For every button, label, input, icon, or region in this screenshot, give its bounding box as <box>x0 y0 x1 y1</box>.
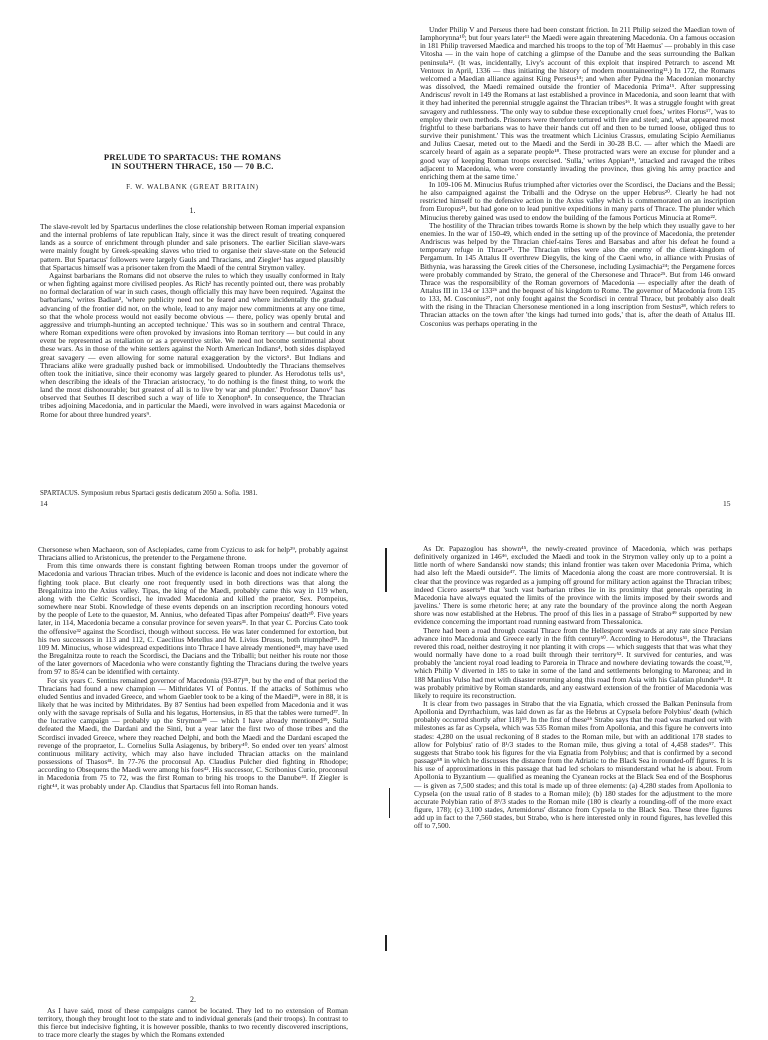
page-14 <box>0 0 384 512</box>
paragraph: In 109-106 M. Minucius Rufus triumphed after victories over the Scordisci, the Dacians and the Bessi; he also campaigned against the Triballi and the Odryse on the upper Hebrus²⁰. Clearly he had not restricted himself to the defensive action in the Axius valley which is commemorated on an inscription from Europus²¹, but had gone on to lead punitive expeditions in many parts of Thrace. The plunder which Minucius thereby gained was used to endow the building of the famous Porticus Minucia at Rome²². <box>420 179 735 222</box>
page-15-body <box>420 26 735 496</box>
paragraph: From this time onwards there is constant fighting between Roman troops under the governor of Macedonia and various Thracian tribes. Much of the evidence is laconic and does not indicate where the fighting took place. But clearly one root frequently used in both directions was that along the Bregalnitza into the Axius valley. Tipas, the king of the Maedi, probably came this way in 119 when, along with the Celtic Scordisci, he invaded Macedonia and killed the praetor, Sex. Pompeius, somewhere near Stobi. Knowledge of these events depends on an inscription recording honours voted by the people of Lete to the quaestor, M. Annius, who defeated Tipas after Pompeius' death³⁰. Five years later, in 114, Macedonia became a consular province for seven years³¹. In that year C. Porcius Cato took the offensive³² against the Scordisci, though without success. He was later condemned for extortion, but his two successors in 113 and 112, C. Caecilius Metellus and M. Livius Drusus, both triumphed³³. In 109 M. Minucius, whose widespread expeditions into Thrace I have already mentioned³⁴, may have used the Bregalnitza route to reach the Scordisci, the Dacians and the Triballi; but neither his route nor those of the later governors of Macedonia who were constantly fighting the Thracians during the twelve years from 97 to 85/4 can be identified with certainty. <box>38 561 348 677</box>
paragraph: The slave-revolt led by Spartacus underlines the close relationship between Roman imperial expansion and the internal problems of late republican Italy, since it was the direct result of treating conquered lands as a source of enrichment through plunder and sale prisoners. The earlier Sicilian slave-wars were mainly fought by Greek-speaking slaves who tried to organise their slave-state on the Seleucid pattern. But Spartacus' followers were largely Gauls and Thracians, and Ziegler¹ has argued plausibly that Spartacus himself was a prisoner taken from the Maedi of the central Strymon valley. <box>40 222 345 272</box>
scan-mark <box>385 935 387 951</box>
page-15 <box>384 0 768 512</box>
title-line-1: PRELUDE TO SPARTACUS: THE ROMANS <box>103 152 282 162</box>
paragraph: As I have said, most of these campaigns cannot be located. They led to no extension of Roman territory, though they brought loot to the state and to individual generals (and their troops). In contrast to this fierce but indecisive fighting, it is however possible, thanks to two recently discovered inscriptions, to trace more clearly the stages by which the Romans extended <box>38 1006 348 1040</box>
page-number: 14 <box>40 499 48 508</box>
scan-mark <box>389 788 390 818</box>
page-14-body <box>40 223 345 471</box>
paragraph: As Dr. Papazoglou has shown⁴⁵, the newly-created province of Macedonia, which was perhaps definitively organized in 146⁴⁶, excluded the Maedi and took in the Strymon valley only up to a point a little north of where Sandanski now stands; this inland frontier was taken over Macedonia Prima, which had also left the Maedi outside⁴⁷. The limits of Macedonia along the coast are more controversial. It is clear that the province was regarded as a jumping off ground for military action against the Thracian tribes; indeed Cicero asserts⁴⁸ that 'such vast barbarian tribes lie in its proximity that generals operating in Macedonia have always equated the limits of the province with the limits imposed by their swords and javelins.' There is some rhetoric here; at any rate the boundary of the province along the north Aegean shore was now established at the Hebrus. The proof of this lies in a passage of Strabo⁴⁹ supported by new evidence concerning the important road running eastward from Thessalonica. <box>414 544 732 627</box>
article-title <box>40 153 345 172</box>
paragraph: There had been a road through coastal Thrace from the Hellespont westwards at any rate since Persian advance into Macedonia and Greece early in the fifth century⁵⁰. According to Herodotus⁵¹, the Thracians revered this road, neither destroying it nor planting it with crops — which suggests that that was what they would normally have done to a road built through their territory⁵². It survived for centuries, and was probably the 'ancient royal road leading to Paroreia in Thrace and nowhere deviating towards the coast,'⁵³, which Philip V diverted in 185 to take in some of the land and settlements belonging to Maronea; and in 188 Manlius Vulso had met with disaster returning along this road from Asia with his Galatian plunder⁵⁴. It was probably primitive by Roman standards, and any eastward extension of the frontier of Macedonia was likely to require its reconstruction. <box>414 625 732 700</box>
page-16-body <box>38 546 348 991</box>
page-number: 15 <box>723 499 731 508</box>
page-16-section-body <box>38 1006 348 1040</box>
author-line: F. W. WALBANK (GREAT BRITAIN) <box>126 183 259 191</box>
page-17-body <box>414 545 732 1024</box>
paragraph: Against barbarians the Romans did not observe the rules to which they usually conformed in Italy or when fighting against more civilised peoples. As Rich² has recently pointed out, there was probably no formal declaration of war in such cases, though officially this may have been required. 'Against the barbarians,' writes Badian³, 'where publicity need not be feared and where incidentally the gradual advancing of the frontier did not, on the whole, lead to any major new commitments at any one time, so that the whole process would not easily become obvious — there, policy was openly brutal and aggressive and triumph-hunting an accepted technique.' This was so in southern and central Thrace, where Roman expeditions were often provoked by invasions into Roman territory — but could in any event be represented as retaliation or as a preventive strike. We need not become sentimental about these wars. As in those of the white settlers against the North American Indians⁴, both sides displayed great savagery — even allowing for some natural exaggeration by the victors⁵. But Indians and Thracians alike were gradually pushed back or immobilised. Undoubtedly the Thracians themselves often took the initiative, since their economy was largely geared to plunder. As Herodotus tells us⁶, when describing the ideals of the Thracian aristocracy, 'to do nothing is the finest thing, to work the land the most dishonourable; but greatest of all is to live by war and plunder.' Professor Danov⁷ has observed that Seuthes II described such a way of life to Xenophon⁸. In consequence, the Thracian tribes adjoining Macedonia, and in particular the Maedi, were involved in wars against Macedonia or Rome for about three hundred years⁹. <box>40 270 345 419</box>
page-16 <box>0 512 384 1040</box>
paragraph: Chersonese when Machaeon, son of Asclepiades, came from Cyzicus to ask for help²⁹, probably against Thracians allied to Aristonicus, the pretender to the Pergamene throne. <box>38 545 348 563</box>
paragraph: Under Philip V and Perseus there had been constant friction. In 211 Philip seized the Maedian town of Iamphorynna¹⁰; but four years later¹¹ the Maedi were again threatening Macedonia. On a famous occasion in 181 Philip traversed Maedica and marched his troops to the top of 'Mt Haemus' — probably in this case Vitosha — in the vain hope of catching a glimpse of the Danube and the seas surrounding the Balkan peninsula¹². (It was, incidentally, Livy's account of this exploit that inspired Petrarch to ascend Mt Ventoux in April, 1336 — thus initiating the history of modern mountaineering¹³.) In 172, the Romans welcomed a Maedian alliance against King Perseus¹⁴; and when after Pydna the Macedonian monarchy was dissolved, the Maedi remained outside the frontier of Macedonia Prima¹⁵. After suppressing Andriscus' revolt in 149 the Romans at last established a province in Macedonia, and soon learnt that with it they had inherited the perennial struggle against the Thracian tribes¹⁶. It was a struggle fought with great savagery and ruthlessness. 'The only way to subdue these exceptionally cruel foes,' writes Florus¹⁷, 'was to employ their own methods. Prisoners were therefore tortured with fire and steel; and, what appeared most frightful to these barbarians was to have their hands cut off and then to be turned loose, obliged thus to survive their punishment.' This was the treatment which Licinius Crassus, emulating Scipio Aemilianus and Julius Caesar, meted out to the Maedi and the Serdi in 30-28 B.C. — after which the Maedi are scarcely heard of again as a separate people¹⁸. These protracted wars were an excuse for plunder and a good way of keeping Roman troops exercised. 'Sulla,' writes Appian¹⁹, 'attacked and ravaged the tribes adjacent to Macedonia, who were constantly invading the province, thus giving his army practice and enriching them at the same time.' <box>420 25 735 181</box>
paragraph: It is clear from two passages in Strabo that the via Egnatia, which crossed the Balkan Peninsula from Apollonia and Dyrrhachium, was laid down as far as the Hebrus at Cypsela before Polybius' death (which probably occurred shortly after 118)⁵⁵. In the first of these⁵⁶ Strabo says that the road was marked out with milestones as far as Cypsela, which was 535 Roman miles from Apollonia, and this figure he converts into stades: 4,280 on the usual reckoning of 8 stades to the Roman mile, but with an additional 178 stades to allow for Polybius' ratio of 8¹/3 stades to the Roman mile, thus giving a total of 4,458 stades⁵⁷. This suggests that Strabo took his figures for the via Egnatia from Polybius; and that is confirmed by a second passage⁵⁸ in which he discusses the distance from the Adriatic to the Black Sea in rounded-off figures. It is his use of approximations in this passage that had led scholars to misunderstand what he is about. From Apollonia to Byzantium — qualified as meaning the Cyanean rocks at the Black Sea end of the Bosphorus — is given as 7,500 stades; and this total is made up of three elements: (a) 4,280 stades from Apollonia to Cypsela (on the usual ratio of 8 stades to a Roman mile); (b) 180 stades for the adjustment to the more accurate Polybian ratio of 8¹/3 stades to the Roman mile (180 is clearly a rounding-off of the more exact figure, 178); (c) 3,100 stades, Artemidorus' distance from Cypsela to the Black Sea. These three figures add up in fact to the 7,560 stades, but Strabo, who is here interested only in round figures, has levelled this off to 7,500. <box>414 698 732 831</box>
footer-citation: SPARTACUS. Symposium rebus Spartaci gestis dedicatum 2050 a. Sofia. 1981. <box>40 490 258 497</box>
section-number: 2. <box>190 995 196 1004</box>
paragraph: The hostility of the Thracian tribes towards Rome is shown by the help which they usually gave to her enemies. In the war of 150-49, which ended in the setting up of the province of Macedonia, the pretender Andriscus was helped by the Thracian chief-tains Teres and Barsabas and after his defeat he found a temporary refuge in Thrace²³. The Thracian tribes were also the enemy of the client-kingdom of Pergamum. In 145 Attalus II overthrew Diegylis, the king of the Caeni who, in alliance with Prusias of Bithynia, was harassing the Greek cities of the Chersonese, including Lysimachia²⁴; the Pergamene forces were probably commanded by Strato, the general of the Chersonese and Thrace²⁵. But from 146 onward Thrace was the responsibility of the Roman governors of Macedonia — especially after the death of Attalus III in 134 or 133²⁶ and the bequest of his kingdom to Rome. The governor of Macedonia from 135 to 133, M. Cosconius²⁷, not only fought against the Scordisci in central Thrace, but probably also dealt with the rising in the Thracian Chersonese mentioned in a long inscription from Sestus²⁸, which refers to Thracian attacks on the town after 'the kings had turned into gods,' that is, after the death of Attalus III. Cosconius was perhaps operating in the <box>420 220 735 328</box>
paragraph: For six years C. Sentius remained governor of Macedonia (93-87)³⁵, but by the end of that period the Thracians had found a new champion — Mithridates VI of Pontus. If the attacks of Sothimus who eluded Sentius and invaded Greece, and whom Gaebler took to be a king of the Maedi³⁶, were in 88, it is likely that he was incited by Mithridates. By 87 Sentius had been expelled from Macedonia and it was only with the savage reprisals of Sulla and his legatus, Hortensius, in 85 that the tables were turned³⁷. In the lucrative campaign — probably up the Strymon³⁸ — which I have already mentioned³⁹, Sulla defeated the Maedi, the Dardani and the Sinti, but a year later the first two of those tribes and the Scordisci invaded Greece, where they reached Delphi, and both the Maedi and the Dardani escaped the revenge of the propraetor, L. Cornelius Sulla Asiagenus, by bribery⁴⁰. So ended over ten years' almost continuous military activity, which may also have included Thracian attacks on the mainland possessions of Thasos⁴¹. In 77-76 the proconsul Ap. Claudius Pulcher died fighting in Rhodope; according to Obsequens the Maedi were among his foes⁴². His successor, C. Scribonius Curio, proconsul in Macedonia from 75 to 72, was the first Roman to bring his troops to the Danube⁴³. If Ziegler is right⁴⁴, it was probably under Ap. Claudius that Spartacus fell into Roman hands. <box>38 675 348 791</box>
title-line-2: IN SOUTHERN THRACE, 150 — 70 B.C. <box>111 161 274 172</box>
section-number: 1. <box>189 206 196 215</box>
scan-mark <box>385 548 387 592</box>
page-17 <box>384 512 768 1024</box>
